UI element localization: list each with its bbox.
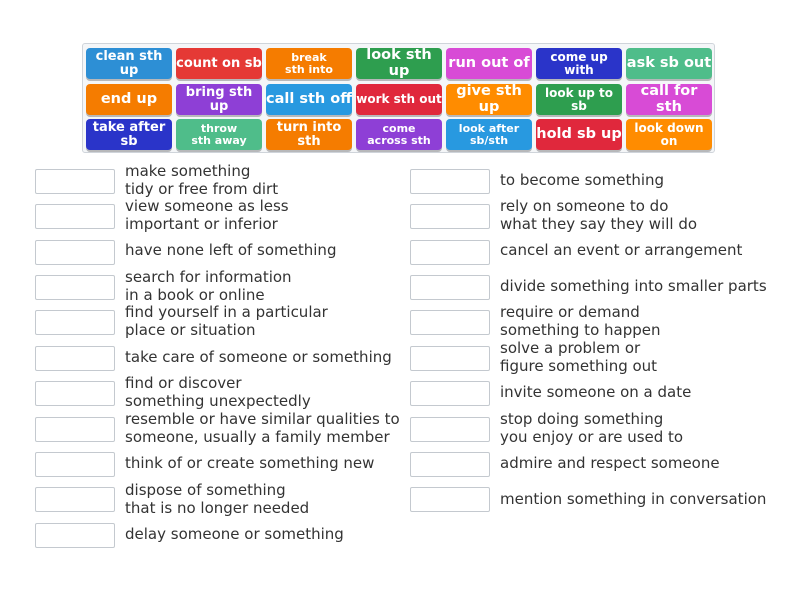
answer-box[interactable] xyxy=(410,452,490,477)
definition-text: have none left of something xyxy=(125,241,337,259)
tile-throw-sth-away[interactable]: throw sth away xyxy=(176,119,262,150)
tile-call-for-sth[interactable]: call for sth xyxy=(626,84,712,115)
answer-box[interactable] xyxy=(410,204,490,229)
answer-box[interactable] xyxy=(410,487,490,512)
tile-bring-sth-up[interactable]: bring sth up xyxy=(176,84,262,115)
definition-text: find yourself in a particular place or situation xyxy=(125,303,328,339)
definition-text: find or discover something unexpectedly xyxy=(125,374,311,410)
tile-run-out-of[interactable]: run out of xyxy=(446,48,532,79)
definition-text: solve a problem or figure something out xyxy=(500,339,658,375)
answer-box[interactable] xyxy=(35,169,115,194)
tile-call-sth-off[interactable]: call sth off xyxy=(266,84,352,115)
tile-ask-sb-out[interactable]: ask sb out xyxy=(626,48,712,79)
answer-box[interactable] xyxy=(410,417,490,442)
answer-box[interactable] xyxy=(35,275,115,300)
tile-hold-sb-up[interactable]: hold sb up xyxy=(536,119,622,150)
definition-text: mention something in conversation xyxy=(500,490,767,508)
answer-box[interactable] xyxy=(35,240,115,265)
tile-come-up-with[interactable]: come up with xyxy=(536,48,622,79)
definition-text: make something tidy or free from dirt xyxy=(125,162,279,198)
definition-text: rely on someone to do what they say they will do xyxy=(500,197,698,233)
tile-end-up[interactable]: end up xyxy=(86,84,172,115)
definition-text: take care of someone or something xyxy=(125,348,392,366)
tile-work-sth-out[interactable]: work sth out xyxy=(356,84,442,115)
answer-box[interactable] xyxy=(35,452,115,477)
tile-look-after-sb-sth[interactable]: look after sb/sth xyxy=(446,119,532,150)
definition-text: delay someone or something xyxy=(125,525,344,543)
tile-look-down-on[interactable]: look down on xyxy=(626,119,712,150)
answer-box[interactable] xyxy=(410,346,490,371)
answer-box[interactable] xyxy=(35,204,115,229)
definition-text: admire and respect someone xyxy=(500,454,720,472)
definition-text: search for information in a book or online xyxy=(125,268,292,304)
definition-text: view someone as less important or inferior xyxy=(125,197,289,233)
definition-text: think of or create something new xyxy=(125,454,375,472)
tile-turn-into-sth[interactable]: turn into sth xyxy=(266,119,352,150)
definition-text: to become something xyxy=(500,171,665,189)
definition-text: divide something into smaller parts xyxy=(500,277,767,295)
answer-box[interactable] xyxy=(410,381,490,406)
tile-look-sth-up[interactable]: look sth up xyxy=(356,48,442,79)
tile-count-on-sb[interactable]: count on sb xyxy=(176,48,262,79)
tile-take-after-sb[interactable]: take after sb xyxy=(86,119,172,150)
tile-clean-sth-up[interactable]: clean sth up xyxy=(86,48,172,79)
definition-text: resemble or have similar qualities to someone, usually a family member xyxy=(125,410,400,446)
answer-box[interactable] xyxy=(35,381,115,406)
tile-look-up-to-sb[interactable]: look up to sb xyxy=(536,84,622,115)
answer-box[interactable] xyxy=(410,240,490,265)
tile-break-sth-into[interactable]: break sth into xyxy=(266,48,352,79)
tile-give-sth-up[interactable]: give sth up xyxy=(446,84,532,115)
definition-text: stop doing something you enjoy or are used to xyxy=(500,410,684,446)
answer-box[interactable] xyxy=(410,275,490,300)
answer-box[interactable] xyxy=(35,346,115,371)
answer-box[interactable] xyxy=(35,523,115,548)
answer-box[interactable] xyxy=(35,417,115,442)
definition-text: dispose of something that is no longer needed xyxy=(125,481,310,517)
definition-text: cancel an event or arrangement xyxy=(500,241,743,259)
definition-text: invite someone on a date xyxy=(500,383,692,401)
answer-box[interactable] xyxy=(35,310,115,335)
answer-box[interactable] xyxy=(410,310,490,335)
answer-box[interactable] xyxy=(410,169,490,194)
tile-come-across-sth[interactable]: come across sth xyxy=(356,119,442,150)
definition-text: require or demand something to happen xyxy=(500,303,661,339)
answer-box[interactable] xyxy=(35,487,115,512)
